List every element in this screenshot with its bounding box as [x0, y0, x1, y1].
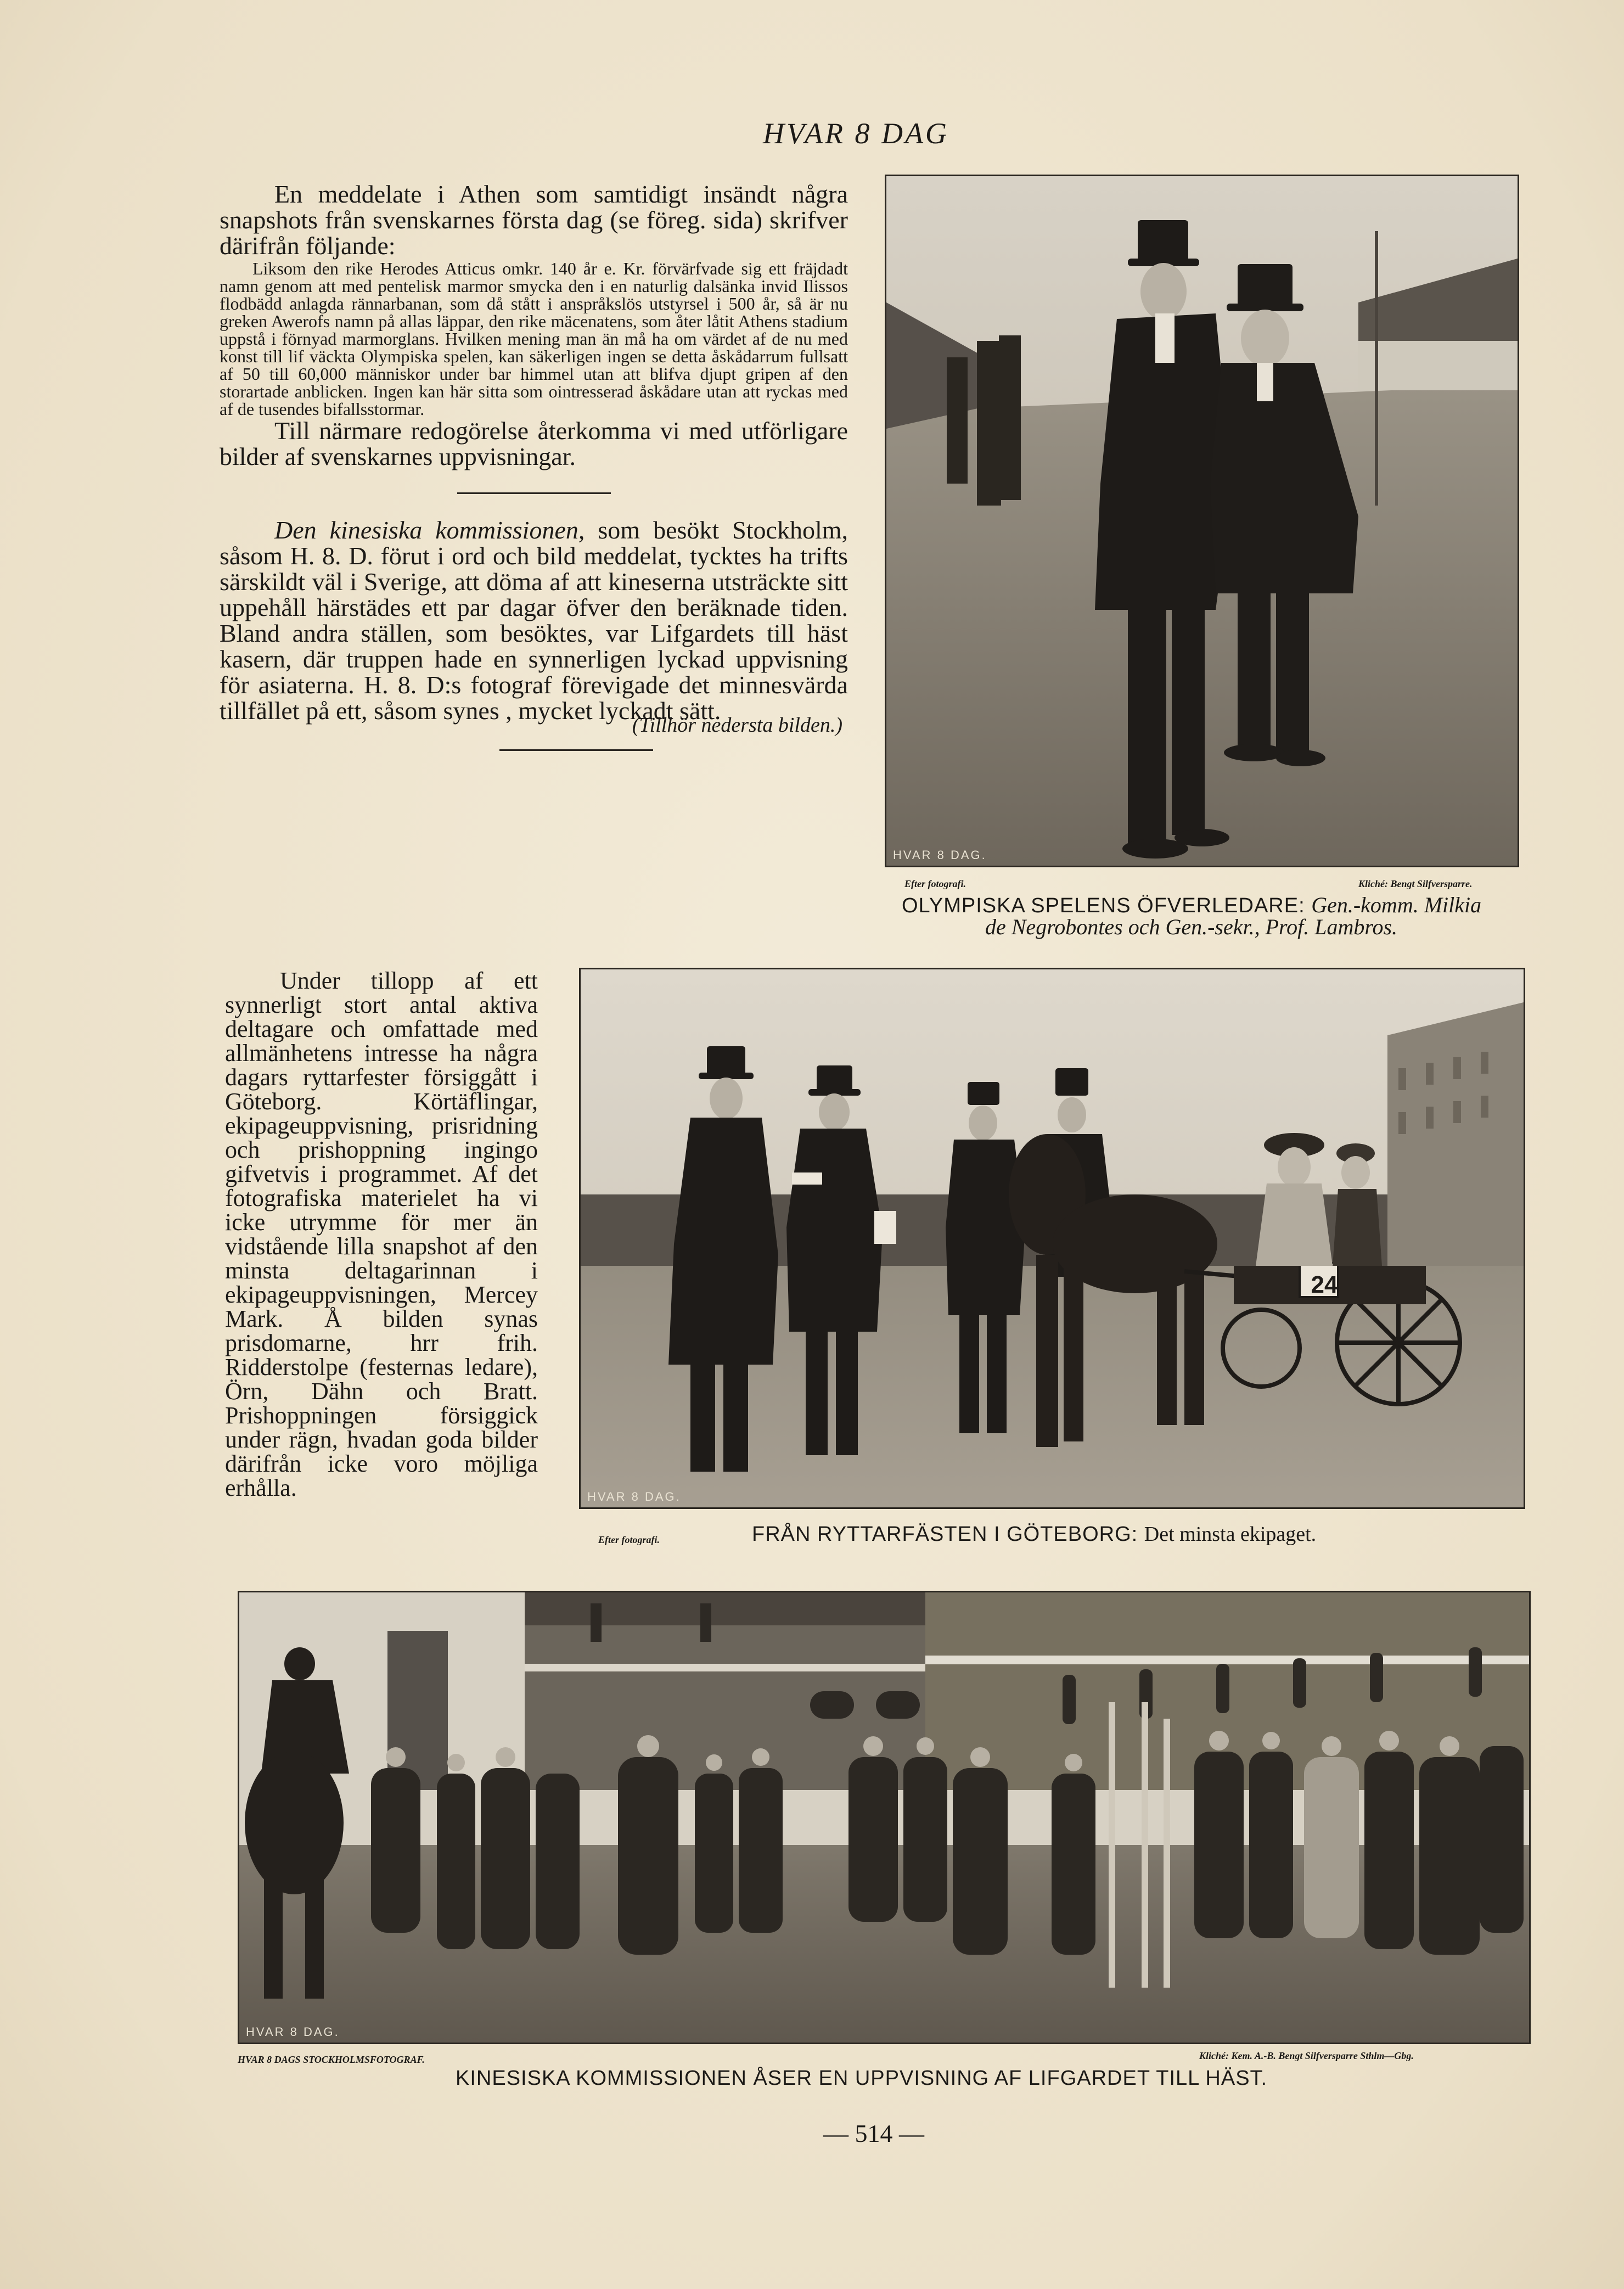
photo3-credit-left: HVAR 8 DAGS STOCKHOLMSFOTOGRAF. — [238, 2054, 425, 2065]
photo2-credit-left: Efter fotografi. — [598, 1534, 660, 1545]
photo2-caption-main: FRÅN RYTTARFÄSTEN I GÖTEBORG: — [752, 1523, 1138, 1546]
photo1-caption-italic-1: Gen.-komm. Milkia — [1311, 893, 1482, 917]
article2-text: som besökt Stockholm, såsom H. 8. D. förut i ord och bild meddelat, tycktes ha trifts särskildt väl i Sverige, att döma af att kineserna utsträckte sitt uppehåll härstädes ett par dagar öfver den beräknade tiden. Bland andra ställen, som besöktes, var Lifgardets till häst kasern, där truppen hade en synnerligen lyckad uppvisning för asiaterna. H. 8. D:s fotograf förevigade det minnesvärda tillfället på ett, såsom synes , mycket lyckadt sätt. — [220, 516, 848, 725]
article2-body — [220, 517, 848, 723]
photo2-watermark: HVAR 8 DAG. — [587, 1490, 681, 1503]
photo1-caption-italic-2: de Negrobontes och Gen.-sekr., Prof. Lambros. — [985, 915, 1398, 939]
photo-chinese-commission — [238, 1591, 1531, 2044]
article1-intro: En meddelate i Athen som samtidigt insändt några snapshots från svenskarnes första dag (se föreg. sida) skrifver därifrån följande: — [220, 180, 848, 260]
photo3-caption: KINESISKA KOMMISSIONEN ÅSER EN UPPVISNING AF LIFGARDET TILL HÄST. — [456, 2067, 1268, 2090]
article1-quote-text: Liksom den rike Herodes Atticus omkr. 140 år e. Kr. förvärfvade sig ett fräjdadt namn genom att med pentelisk marmor smycka den i en naturlig dalsänka invid Ilissos flodbädd anlagda rännarbanan, som då stått i anspråkslös utstyrsel i 500 år, så är nu greken Awerofs namn på allas läppar, den rike mäcenatens, som åter låtit Athens stadium uppstå i förnyad marmorglans. Hvilken mening man än må ha om värdet af de nu med konst till lif väckta Olympiska spelen, kan säkerligen ingen se detta åskådarrum fullsatt af 50 till 60,000 människor under bar himmel utan att blifva djupt gripen af den storartade anblicken. Ingen kan här sitta som ointresserad åskådare utan att ryckas med af de tusendes bifallsstormar. — [220, 259, 848, 419]
photo1-caption-main: OLYMPISKA SPELENS ÖFVERLEDARE: — [902, 894, 1305, 917]
page-number: — 514 — — [823, 2119, 924, 2147]
photo1-watermark: HVAR 8 DAG. — [893, 848, 987, 862]
photo3-watermark: HVAR 8 DAG. — [246, 2025, 340, 2039]
photo-olympic-leaders-image — [886, 176, 1518, 866]
photo2-caption — [752, 1522, 1316, 1546]
photo-chinese-commission-image — [239, 1592, 1529, 2043]
article3-body: Under tillopp af ett synnerligt stort antal aktiva deltagare och omfattade med allmänhetens intresse ha några dagars ryttarfester försiggått i Göteborg. Körtäflingar, ekipageuppvisning, prisridning och prishoppning ingingo gifvetvis i programmet. Af det fotografiska materielet ha vi icke utrymme för mer än vidstående lilla snapshot af den minsta deltagarinnan i ekipageuppvisningen, Mercey Mark. Å bilden synas prisdomarne, hrr frih. Ridderstolpe (festernas ledare), Örn, Dähn och Bratt. Prishoppningen försiggick under rägn, hvadan goda bilder därifrån icke voro möjliga erhålla. — [225, 967, 538, 1501]
photo2-caption-rest: Det minsta ekipaget. — [1144, 1523, 1317, 1546]
article2-note: (Tillhör nedersta bilden.) — [632, 714, 842, 737]
article1-outro: Till närmare redogörelse återkomma vi med utförligare bilder af svenskarnes uppvisningar. — [220, 417, 848, 470]
text-column-middle — [225, 969, 538, 1500]
article2-lead: Den kinesiska kommissionen, — [274, 516, 585, 544]
cart-number: 24 — [1311, 1271, 1338, 1298]
photo3-credit-right: Kliché: Kem. A.-B. Bengt Silfversparre Sthlm—Gbg. — [1199, 2050, 1414, 2061]
divider — [499, 749, 653, 751]
photo-riding-festival — [579, 968, 1525, 1509]
divider — [457, 492, 611, 494]
photo1-caption-line2 — [985, 914, 1397, 940]
photo-riding-festival-image — [581, 969, 1524, 1507]
photo1-credit-left: Efter fotografi. — [904, 878, 966, 889]
text-column-top — [220, 181, 848, 751]
photo1-credit-right: Kliché: Bengt Silfversparre. — [1358, 878, 1473, 889]
page-header: HVAR 8 DAG — [763, 117, 949, 150]
photo-olympic-leaders — [885, 175, 1519, 867]
article1-quote — [220, 260, 848, 418]
